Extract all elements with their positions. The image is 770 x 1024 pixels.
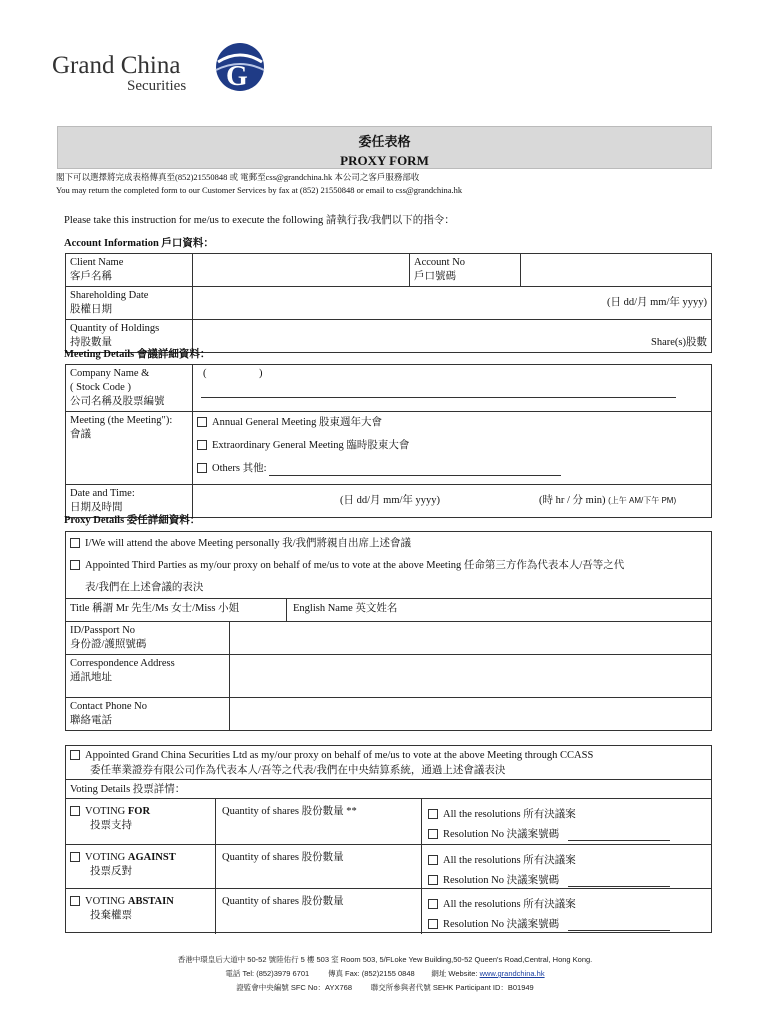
all-resolutions-option[interactable]: All the resolutions 所有決議案 <box>428 854 576 867</box>
voting-type-zh: 投棄權票 <box>90 910 132 922</box>
quantity-field[interactable] <box>193 320 712 353</box>
col-divider <box>421 799 422 844</box>
voting-type-zh: 投票支持 <box>90 820 132 831</box>
footer-contacts <box>0 967 770 981</box>
footer-web-label: 網址 Website: <box>431 969 478 978</box>
phone-field[interactable] <box>230 698 712 731</box>
resolution-no-checkbox[interactable] <box>428 919 438 929</box>
logo-subtitle: Securities <box>127 78 187 94</box>
voting-row <box>66 888 711 934</box>
company-logo <box>52 40 267 100</box>
client-name-field[interactable] <box>193 254 410 287</box>
voting-type-option[interactable]: VOTING FOR <box>70 805 150 818</box>
ccass-line2: 委任華業證券有限公司作為代表本人/吾等之代表/我們在中央結算系統，通過上述會議表決 <box>90 765 506 776</box>
voting-type-checkbox[interactable] <box>70 852 80 862</box>
shares-unit: Share(s)股數 <box>651 337 707 348</box>
voting-type-zh: 投票反對 <box>90 865 132 877</box>
footer-sfc: 證監會中央編號 SFC No：AYX768 <box>236 983 352 992</box>
website-link[interactable]: www.grandchina.hk <box>479 969 545 978</box>
footer-address: 香港中環皇后大道中 50-52 號陸佑行 5 樓 503 室 Room 503, 5/FLoke Yew Building,50-52 Queen's Road,Central, Hong Kong. <box>177 955 593 964</box>
all-resolutions-checkbox[interactable] <box>428 809 438 819</box>
voting-type-checkbox[interactable] <box>70 896 80 906</box>
ccass-checkbox[interactable] <box>70 750 80 760</box>
agm-checkbox[interactable] <box>197 417 207 427</box>
address-label: Correspondence Address 通訊地址 <box>66 655 230 698</box>
quantity-of-shares-label: Quantity of shares 股份數量 <box>222 851 344 863</box>
datetime-field[interactable] <box>193 485 712 518</box>
proxy-options-box <box>65 531 712 599</box>
resolution-no-line[interactable] <box>568 840 670 841</box>
appoint-third-party-option[interactable]: Appointed Third Parties as my/our proxy on behalf of me/us to vote at the above Meeting 任命第三方作為代表本人/吾等之代 <box>70 559 624 572</box>
id-label: ID/Passport No 身份證/護照號碼 <box>66 622 230 655</box>
client-name-label: Client Name 客戶名稱 <box>66 254 193 287</box>
footer <box>0 953 770 995</box>
col-divider <box>421 889 422 934</box>
egm-checkbox[interactable] <box>197 440 207 450</box>
others-option[interactable]: Others 其他: <box>197 462 707 482</box>
footer-tel: 電話 Tel: (852)3979 6701 <box>225 969 310 978</box>
intro-zh: 閣下可以選擇將完成表格傳真至(852)21550848 或 電郵至css@grandchina.hk 本公司之客戶服務部收 <box>56 172 420 182</box>
stock-code-paren: ( ) <box>203 368 263 379</box>
all-resolutions-option[interactable]: All the resolutions 所有決議案 <box>428 898 576 911</box>
divider <box>66 779 711 780</box>
company-name-line <box>201 381 676 398</box>
title-name-row <box>66 599 712 622</box>
resolution-no-option[interactable]: Resolution No 決議案號碼 <box>428 828 670 841</box>
form-title-bar <box>57 126 712 169</box>
date-format-hint: (日 dd/月 mm/年 yyyy) <box>606 297 707 308</box>
all-resolutions-option[interactable]: All the resolutions 所有決議案 <box>428 808 576 821</box>
ccass-option[interactable]: Appointed Grand China Securities Ltd as my/our proxy on behalf of me/us to vote at the above Meeting through CCASS <box>70 749 593 762</box>
footer-fax: 傳真 Fax: (852)2155 0848 <box>327 969 415 978</box>
title-salutation[interactable]: Title 稱謂 Mr 先生/Ms 女士/Miss 小姐 <box>66 599 287 621</box>
quantity-label: Quantity of Holdings 持股數量 <box>66 320 193 353</box>
footer-sehk: 聯交所參與者代號 SEHK Participant ID：B01949 <box>370 983 534 992</box>
attend-option[interactable]: I/We will attend the above Meeting personally 我/我們將親自出席上述會議 <box>70 537 411 550</box>
others-checkbox[interactable] <box>197 463 207 473</box>
meeting-date-format: (日 dd/月 mm/年 yyyy) <box>340 495 441 506</box>
meeting-table <box>65 364 712 518</box>
logo-wordmark: Grand China <box>52 52 181 79</box>
all-resolutions-checkbox[interactable] <box>428 855 438 865</box>
intro-en: You may return the completed form to our Customer Services by fax at (852) 21550848 or email to css@grandchina.hk <box>56 185 463 195</box>
meeting-type-label: Meeting (the Meeting"): 會議 <box>66 412 193 485</box>
all-resolutions-checkbox[interactable] <box>428 899 438 909</box>
appoint-third-party-cont: 表/我們在上述會議的表決 <box>85 582 204 593</box>
ccass-section <box>65 745 712 933</box>
attend-checkbox[interactable] <box>70 538 80 548</box>
meeting-type-options <box>193 412 712 485</box>
quantity-of-shares-label: Quantity of shares 股份數量 ** <box>222 806 357 817</box>
account-heading: Account Information 戶口資料： <box>64 238 214 249</box>
phone-label: Contact Phone No 聯絡電話 <box>66 698 230 731</box>
account-no-label: Account No 戶口號碼 <box>410 254 521 287</box>
voting-type-option[interactable]: VOTING ABSTAIN <box>70 895 174 908</box>
resolution-no-line[interactable] <box>568 930 670 931</box>
company-label: Company Name & ( Stock Code ) 公司名稱及股票編號 <box>66 365 193 412</box>
datetime-label: Date and Time: 日期及時間 <box>66 485 193 518</box>
egm-option[interactable]: Extraordinary General Meeting 臨時股東大會 <box>197 439 707 462</box>
quantity-of-shares-label: Quantity of shares 股份數量 <box>222 896 344 908</box>
proxy-person-table <box>65 598 712 731</box>
english-name-label[interactable]: English Name 英文姓名 <box>293 603 398 614</box>
title-zh: 委任表格 <box>358 134 411 149</box>
resolution-no-option[interactable]: Resolution No 決議案號碼 <box>428 918 670 931</box>
id-field[interactable] <box>230 622 712 655</box>
voting-row <box>66 844 711 890</box>
title-en: PROXY FORM <box>340 153 429 168</box>
shareholding-date-field[interactable] <box>193 287 712 320</box>
address-field[interactable] <box>230 655 712 698</box>
proxy-heading: Proxy Details 委任詳細資料： <box>64 515 201 526</box>
voting-row <box>66 799 711 844</box>
agm-option[interactable]: Annual General Meeting 股東週年大會 <box>197 416 707 439</box>
resolution-no-option[interactable]: Resolution No 決議案號碼 <box>428 874 670 887</box>
resolution-no-checkbox[interactable] <box>428 875 438 885</box>
resolution-no-checkbox[interactable] <box>428 829 438 839</box>
footer-ids <box>0 981 770 995</box>
meeting-heading: Meeting Details 會議詳細資料： <box>64 349 211 360</box>
resolution-no-line[interactable] <box>568 886 670 887</box>
col-divider <box>421 845 422 890</box>
account-table <box>65 253 712 353</box>
company-field[interactable] <box>193 365 712 412</box>
globe-g-logo-icon <box>204 40 266 95</box>
voting-type-option[interactable]: VOTING AGAINST <box>70 851 176 864</box>
voting-details-label: Voting Details 投票詳情： <box>70 784 186 795</box>
col-divider <box>215 799 216 844</box>
col-divider <box>215 845 216 890</box>
col-divider <box>215 889 216 934</box>
svg-text:G: G <box>226 61 248 92</box>
voting-type-checkbox[interactable] <box>70 806 80 816</box>
meeting-time-format: (時 hr / 分 min) (上午 AM/下午 PM) <box>539 495 677 506</box>
shareholding-date-label: Shareholding Date 股權日期 <box>66 287 193 320</box>
instruction-text: Please take this instruction for me/us to execute the following 請執行我/我們以下的指令： <box>64 215 455 226</box>
appoint-third-party-checkbox[interactable] <box>70 560 80 570</box>
others-line[interactable] <box>269 475 561 476</box>
account-no-field[interactable] <box>521 254 712 287</box>
